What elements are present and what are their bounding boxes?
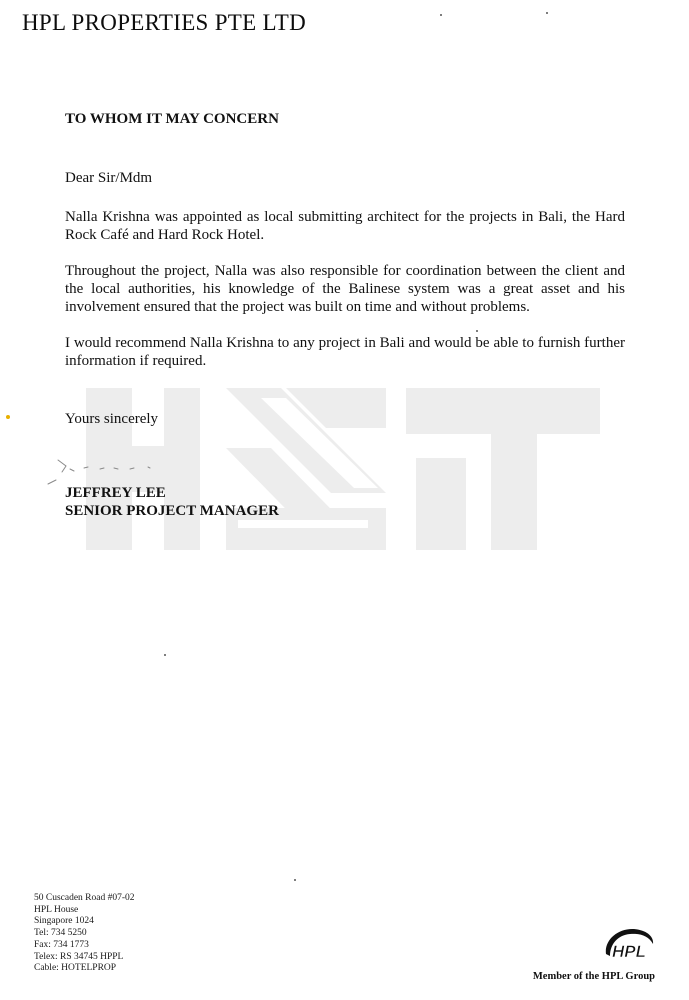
scan-speck <box>546 12 548 14</box>
paragraph-appointment: Nalla Krishna was appointed as local submitting architect for the projects in Bali, the Hard Rock Café and Hard Rock Hotel. <box>65 209 625 243</box>
paragraph-recommendation: I would recommend Nalla Krishna to any project in Bali and would be able to furnish further information if required. <box>65 335 625 369</box>
scan-speck <box>476 330 478 332</box>
member-of-group: Member of the HPL Group <box>532 971 655 982</box>
closing: Yours sincerely <box>65 411 159 427</box>
letter-heading: TO WHOM IT MAY CONCERN <box>65 111 279 127</box>
address-line: Tel: 734 5250 <box>34 928 87 939</box>
address-line: Fax: 734 1773 <box>34 939 89 950</box>
address-line: 50 Cuscaden Road #07-02 <box>34 893 135 903</box>
logo-text: HPL <box>612 942 646 961</box>
paragraph-responsibilities: Throughout the project, Nalla was also responsible for coordination between the client and the local authorities, his knowledge of the Balinese system was a great asset and his involvement ensured that the project was built on time and without problems. <box>65 263 625 315</box>
signatory-name: JEFFREY LEE <box>65 485 166 501</box>
footer-address <box>34 893 135 975</box>
scan-speck <box>164 654 166 656</box>
address-line: Singapore 1024 <box>34 916 94 927</box>
scan-speck <box>294 879 296 881</box>
address-line: HPL House <box>34 904 79 915</box>
signatory-title: SENIOR PROJECT MANAGER <box>65 503 279 519</box>
scan-speck <box>440 14 442 16</box>
scan-speck <box>6 415 10 419</box>
hpl-logo-icon <box>600 924 658 964</box>
salutation: Dear Sir/Mdm <box>65 170 153 186</box>
address-line: Telex: RS 34745 HPPL <box>34 951 124 962</box>
company-name: HPL PROPERTIES PTE LTD <box>22 10 307 35</box>
address-line: Cable: HOTELPROP <box>34 963 117 974</box>
